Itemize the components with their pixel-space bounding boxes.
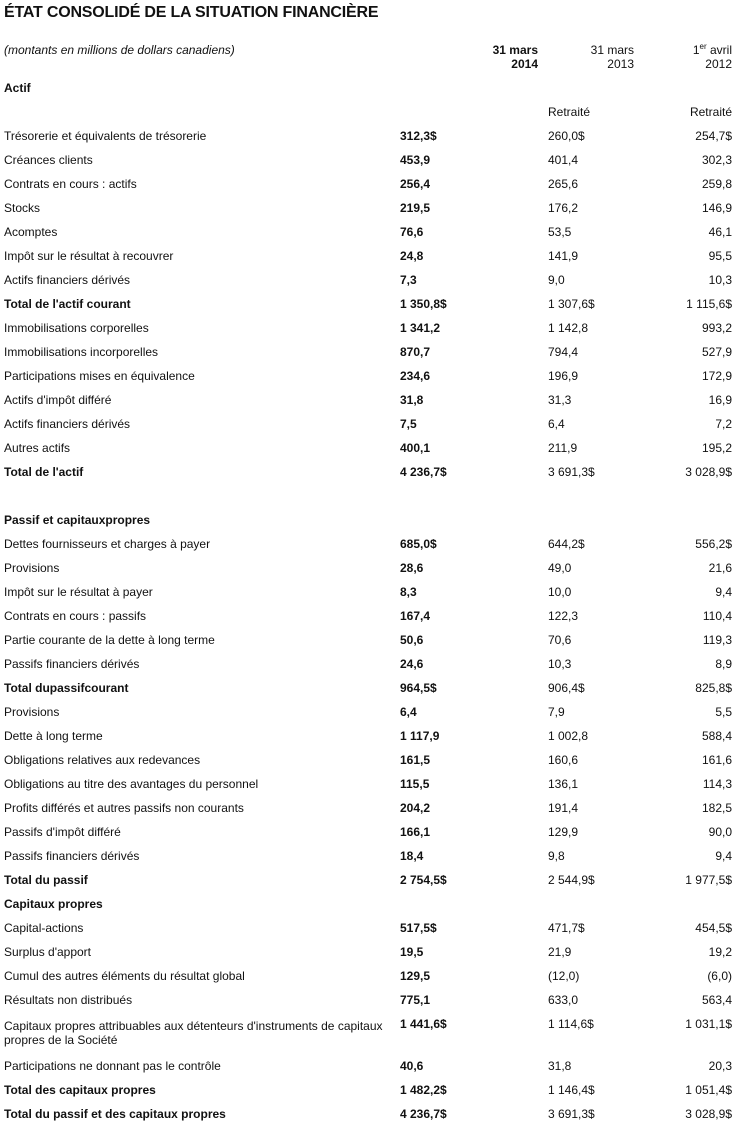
table-row-total xyxy=(0,1078,746,1102)
value-2012: 46,1 xyxy=(708,225,732,239)
value-2014: 161,5 xyxy=(400,753,431,767)
value-2012: 195,2 xyxy=(701,441,732,455)
value-2013 xyxy=(548,892,644,916)
table-row xyxy=(0,580,746,604)
value-2013: 644,2$ xyxy=(548,537,585,551)
value-2013: 31,3 xyxy=(548,393,572,407)
value-2014: 312,3$ xyxy=(400,129,437,143)
value-2012: 16,9 xyxy=(708,393,732,407)
table-row-total xyxy=(0,676,746,700)
value-2013: 265,6 xyxy=(548,177,579,191)
value-2013: 2 544,9$ xyxy=(548,873,595,887)
row-label: Dettes fournisseurs et charges à payer xyxy=(4,537,211,551)
value-2012: 259,8 xyxy=(701,177,732,191)
table-row xyxy=(0,172,746,196)
table-row xyxy=(0,724,746,748)
value-2013: 160,6 xyxy=(548,753,579,767)
spacer-row xyxy=(0,484,746,508)
value-2012: 1 031,1$ xyxy=(685,1017,732,1031)
table-row xyxy=(0,340,746,364)
value-2014: 18,4 xyxy=(400,849,424,863)
value-2014 xyxy=(400,76,548,100)
table-row-total xyxy=(0,892,746,916)
value-2013: 122,3 xyxy=(548,609,579,623)
value-2014: 4 236,7$ xyxy=(400,465,447,479)
value-2012: 90,0 xyxy=(708,825,732,839)
column-header-2012-month: avril xyxy=(706,43,732,57)
value-2012: (6,0) xyxy=(707,969,732,983)
value-2013: 1 142,8 xyxy=(548,321,589,335)
table-row xyxy=(0,700,746,724)
value-2012: 161,6 xyxy=(701,753,732,767)
row-label: Surplus d'apport xyxy=(4,945,92,959)
column-header-2012-line1 xyxy=(693,43,732,57)
table-row xyxy=(0,940,746,964)
column-header-2012-ordinal: er xyxy=(699,42,707,51)
value-2013: 53,5 xyxy=(548,225,572,239)
value-2014: 1 441,6$ xyxy=(400,1017,447,1031)
value-2014: 1 117,9 xyxy=(400,729,440,743)
value-2014: 1 350,8$ xyxy=(400,297,447,311)
value-2012: 1 051,4$ xyxy=(685,1083,732,1097)
value-2014: 204,2 xyxy=(400,801,431,815)
column-header-2014-line1: 31 mars xyxy=(492,43,538,57)
value-2013: 141,9 xyxy=(548,249,579,263)
value-2014: 400,1 xyxy=(400,441,431,455)
value-2012: 302,3 xyxy=(701,153,732,167)
value-2012: 9,4 xyxy=(715,585,732,599)
row-label: Cumul des autres éléments du résultat global xyxy=(4,969,245,983)
table-row xyxy=(0,988,746,1012)
value-2014: 234,6 xyxy=(400,369,431,383)
value-2014: 1 341,2 xyxy=(400,321,441,335)
value-2014: 40,6 xyxy=(400,1059,424,1073)
value-2013: 196,9 xyxy=(548,369,579,383)
value-2012: 10,3 xyxy=(708,273,732,287)
value-2014: 167,4 xyxy=(400,609,431,623)
value-2014: 775,1 xyxy=(400,993,431,1007)
value-2014: 2 754,5$ xyxy=(400,873,447,887)
value-2013: (12,0) xyxy=(548,969,580,983)
value-2013: 260,0$ xyxy=(548,129,585,143)
value-2012: 146,9 xyxy=(701,201,732,215)
table-row-total xyxy=(0,76,746,100)
spacer-cell xyxy=(0,484,746,508)
value-2014: 517,5$ xyxy=(400,921,437,935)
row-label: Passifs financiers dérivés xyxy=(4,657,140,671)
value-2012: 110,4 xyxy=(702,609,732,623)
balance-sheet-table xyxy=(0,76,746,1126)
row-label: Contrats en cours : passifs xyxy=(4,609,147,623)
table-row xyxy=(0,316,746,340)
value-2014: 685,0$ xyxy=(400,537,437,551)
row-label: Capitaux propres xyxy=(4,897,103,911)
column-header-2012-day: 1 xyxy=(692,43,700,57)
row-label: Passif et capitauxpropres xyxy=(4,513,151,527)
row-label: Total de l'actif courant xyxy=(4,297,131,311)
table-row xyxy=(0,1054,746,1078)
row-label: Immobilisations incorporelles xyxy=(4,345,159,359)
table-row xyxy=(0,820,746,844)
table-row xyxy=(0,100,746,124)
value-2013: 6,4 xyxy=(548,417,565,431)
row-label: Stocks xyxy=(4,201,41,215)
value-2014: 31,8 xyxy=(400,393,424,407)
value-2013: 633,0 xyxy=(548,993,579,1007)
value-2014: 6,4 xyxy=(400,705,417,719)
value-2012: 588,4 xyxy=(701,729,732,743)
table-row xyxy=(0,220,746,244)
row-label: Provisions xyxy=(4,705,60,719)
value-2014: 1 482,2$ xyxy=(400,1083,447,1097)
row-label: Profits différés et autres passifs non courants xyxy=(4,801,244,815)
value-2013 xyxy=(548,76,644,100)
value-2013: 129,9 xyxy=(548,825,579,839)
row-label: Résultats non distribués xyxy=(4,993,133,1007)
value-2013: 471,7$ xyxy=(548,921,585,935)
row-label: Contrats en cours : actifs xyxy=(4,177,137,191)
value-2013: 401,4 xyxy=(548,153,579,167)
value-2013: 191,4 xyxy=(548,801,579,815)
value-2012: 556,2$ xyxy=(695,537,732,551)
value-2012 xyxy=(644,76,746,100)
value-2013: 10,0 xyxy=(548,585,572,599)
row-label: Actif xyxy=(4,81,31,95)
table-row-total xyxy=(0,868,746,892)
column-header-2014-line2: 2014 xyxy=(511,57,538,71)
value-2012: 3 028,9$ xyxy=(685,1107,732,1121)
row-label: Participations mises en équivalence xyxy=(4,369,195,383)
value-2013: 1 146,4$ xyxy=(548,1083,595,1097)
value-2012: 9,4 xyxy=(715,849,732,863)
table-row xyxy=(0,556,746,580)
row-label: Total de l'actif xyxy=(4,465,84,479)
value-2013: 1 307,6$ xyxy=(548,297,595,311)
value-2012: 1 115,6$ xyxy=(686,297,732,311)
value-2014: 50,6 xyxy=(400,633,424,647)
column-header-2013 xyxy=(591,43,634,71)
value-2012: 114,3 xyxy=(702,777,732,791)
value-2012: 172,9 xyxy=(701,369,732,383)
column-header-2013-line1: 31 mars xyxy=(590,43,634,57)
row-label: Participations ne donnant pas le contrôle xyxy=(4,1059,221,1073)
value-2013: 136,1 xyxy=(548,777,579,791)
column-header-2012-line2: 2012 xyxy=(705,57,732,71)
row-label: Impôt sur le résultat à payer xyxy=(4,585,153,599)
table-row xyxy=(0,388,746,412)
value-2014 xyxy=(400,100,548,124)
value-2012: 563,4 xyxy=(701,993,732,1007)
row-label: Provisions xyxy=(4,561,60,575)
value-2012: 20,3 xyxy=(708,1059,732,1073)
table-row xyxy=(0,604,746,628)
table-row xyxy=(0,532,746,556)
table-row-total xyxy=(0,1102,746,1126)
value-2013: 49,0 xyxy=(548,561,572,575)
value-2014 xyxy=(400,508,548,532)
value-2013: 70,6 xyxy=(548,633,572,647)
value-2013: 906,4$ xyxy=(548,681,585,695)
column-header-2012 xyxy=(693,43,732,71)
value-2013: Retraité xyxy=(548,105,591,119)
value-2014: 453,9 xyxy=(400,153,431,167)
row-label: Trésorerie et équivalents de trésorerie xyxy=(4,129,207,143)
value-2012: Retraité xyxy=(689,105,732,119)
value-2013: 9,0 xyxy=(548,273,565,287)
value-2012: 7,2 xyxy=(715,417,732,431)
table-row xyxy=(0,916,746,940)
value-2014: 19,5 xyxy=(400,945,424,959)
value-2014: 219,5 xyxy=(400,201,431,215)
value-2012 xyxy=(644,508,746,532)
table-row xyxy=(0,436,746,460)
table-row xyxy=(0,748,746,772)
row-label: Passifs financiers dérivés xyxy=(4,849,140,863)
row-label: Total dupassifcourant xyxy=(4,681,129,695)
table-row-total xyxy=(0,460,746,484)
table-row-total xyxy=(0,508,746,532)
value-2012: 5,5 xyxy=(715,705,732,719)
table-row xyxy=(0,796,746,820)
table-row xyxy=(0,628,746,652)
column-header-2014 xyxy=(493,43,538,71)
row-label: Total du passif et des capitaux propres xyxy=(4,1107,226,1121)
table-row xyxy=(0,148,746,172)
value-2014: 24,6 xyxy=(400,657,424,671)
row-label: Obligations relatives aux redevances xyxy=(4,753,201,767)
value-2013: 7,9 xyxy=(548,705,565,719)
value-2014: 115,5 xyxy=(400,777,430,791)
row-label: Acomptes xyxy=(4,225,58,239)
value-2012: 1 977,5$ xyxy=(685,873,732,887)
row-label: Partie courante de la dette à long terme xyxy=(4,633,215,647)
table-row xyxy=(0,196,746,220)
value-2014: 166,1 xyxy=(400,825,431,839)
row-label: Impôt sur le résultat à recouvrer xyxy=(4,249,174,263)
value-2012: 527,9 xyxy=(701,345,732,359)
value-2013: 211,9 xyxy=(548,441,578,455)
row-label: Dette à long terme xyxy=(4,729,103,743)
column-header-2013-line2: 2013 xyxy=(607,57,634,71)
table-row xyxy=(0,244,746,268)
value-2014: 7,3 xyxy=(400,273,417,287)
table-row xyxy=(0,412,746,436)
value-2014: 7,5 xyxy=(400,417,417,431)
value-2013: 1 002,8 xyxy=(548,729,589,743)
value-2013: 3 691,3$ xyxy=(548,1107,595,1121)
value-2013: 9,8 xyxy=(548,849,565,863)
page-title: ÉTAT CONSOLIDÉ DE LA SITUATION FINANCIÈRE xyxy=(4,4,379,21)
value-2012: 454,5$ xyxy=(695,921,732,935)
table-row xyxy=(0,652,746,676)
table-row xyxy=(0,844,746,868)
value-2014: 870,7 xyxy=(400,345,431,359)
value-2012: 19,2 xyxy=(708,945,732,959)
value-2012: 95,5 xyxy=(708,249,732,263)
value-2014: 129,5 xyxy=(400,969,431,983)
value-2012: 182,5 xyxy=(701,801,732,815)
row-label: Total du passif xyxy=(4,873,88,887)
table-row xyxy=(0,1012,746,1054)
table-row xyxy=(0,364,746,388)
row-label: Actifs financiers dérivés xyxy=(4,417,131,431)
value-2012: 119,3 xyxy=(702,633,732,647)
row-label: Capital-actions xyxy=(4,921,84,935)
row-label: Actifs d'impôt différé xyxy=(4,393,112,407)
row-label: Passifs d'impôt différé xyxy=(4,825,121,839)
table-row xyxy=(0,772,746,796)
value-2013: 21,9 xyxy=(548,945,572,959)
table-row xyxy=(0,268,746,292)
table-row-total xyxy=(0,292,746,316)
value-2013 xyxy=(548,508,644,532)
row-label: Créances clients xyxy=(4,153,93,167)
row-label: Actifs financiers dérivés xyxy=(4,273,131,287)
value-2013: 176,2 xyxy=(548,201,579,215)
value-2012 xyxy=(644,892,746,916)
value-2014: 256,4 xyxy=(400,177,431,191)
value-2012: 3 028,9$ xyxy=(685,465,732,479)
row-label: Capitaux propres attribuables aux détenteurs d'instruments de capitaux propres de la Société xyxy=(4,1019,383,1047)
row-label: Obligations au titre des avantages du personnel xyxy=(4,777,259,791)
row-label: Total des capitaux propres xyxy=(4,1083,156,1097)
balance-sheet-body xyxy=(0,76,746,1126)
amounts-note: (montants en millions de dollars canadiens) xyxy=(4,43,235,57)
row-label: Immobilisations corporelles xyxy=(4,321,149,335)
value-2012: 8,9 xyxy=(715,657,732,671)
value-2013: 10,3 xyxy=(548,657,572,671)
table-row xyxy=(0,964,746,988)
row-label: Autres actifs xyxy=(4,441,71,455)
value-2014: 76,6 xyxy=(400,225,424,239)
value-2013: 1 114,6$ xyxy=(548,1017,594,1031)
value-2012: 254,7$ xyxy=(695,129,732,143)
row-label xyxy=(0,100,400,124)
value-2014: 8,3 xyxy=(400,585,417,599)
value-2014 xyxy=(400,892,548,916)
value-2012: 993,2 xyxy=(701,321,732,335)
value-2013: 3 691,3$ xyxy=(548,465,595,479)
value-2014: 4 236,7$ xyxy=(400,1107,447,1121)
value-2014: 24,8 xyxy=(400,249,424,263)
value-2012: 825,8$ xyxy=(695,681,732,695)
value-2013: 794,4 xyxy=(548,345,579,359)
value-2014: 964,5$ xyxy=(400,681,437,695)
value-2012: 21,6 xyxy=(708,561,732,575)
value-2014: 28,6 xyxy=(400,561,424,575)
value-2013: 31,8 xyxy=(548,1059,572,1073)
table-row xyxy=(0,124,746,148)
